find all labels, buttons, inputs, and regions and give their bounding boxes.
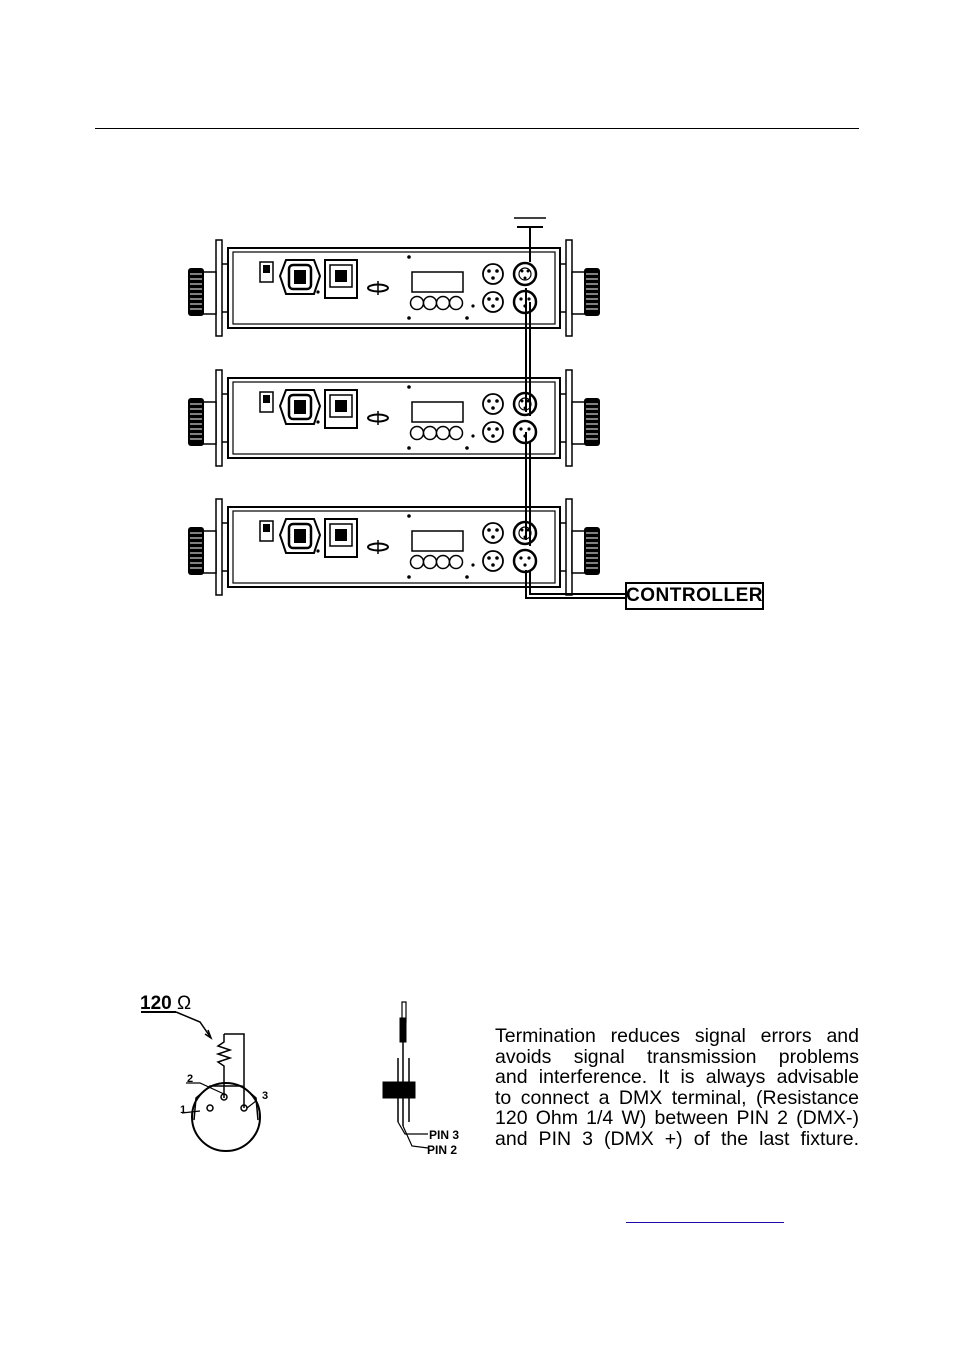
pin-3-label: PIN 3 (429, 1128, 460, 1142)
fixture-2 (188, 370, 600, 466)
xlr-pin-1-label: 1 (180, 1104, 187, 1116)
fixture-1 (188, 240, 600, 336)
xlr-pin-2-label: 2 (187, 1073, 194, 1085)
hyperlink-underline[interactable] (626, 1222, 784, 1223)
termination-line: 120 Ohm 1/4 W) between PIN 2 (DMX-) (495, 1107, 859, 1129)
resistor-label (140, 993, 191, 1015)
resistor-value: 120 (140, 993, 172, 1014)
termination-line: and interference. It is always advisable (495, 1066, 859, 1088)
fixture-3 (188, 499, 600, 595)
xlr-termination-drawing (141, 1012, 260, 1151)
termination-line: Termination reduces signal errors and (495, 1025, 859, 1047)
termination-line: avoids signal transmission problems (495, 1045, 859, 1068)
xlr-pin-3-label: 3 (262, 1090, 269, 1102)
pin-2-label: PIN 2 (427, 1143, 458, 1157)
termination-line: and PIN 3 (DMX +) of the last fixture. (495, 1127, 859, 1150)
termination-paragraph (495, 1026, 859, 1149)
ohm-symbol: Ω (176, 993, 192, 1014)
termination-line: to connect a DMX terminal, (Resistance (495, 1086, 859, 1109)
controller-label: CONTROLLER (625, 582, 764, 610)
plug-pin-drawing (383, 1002, 428, 1148)
